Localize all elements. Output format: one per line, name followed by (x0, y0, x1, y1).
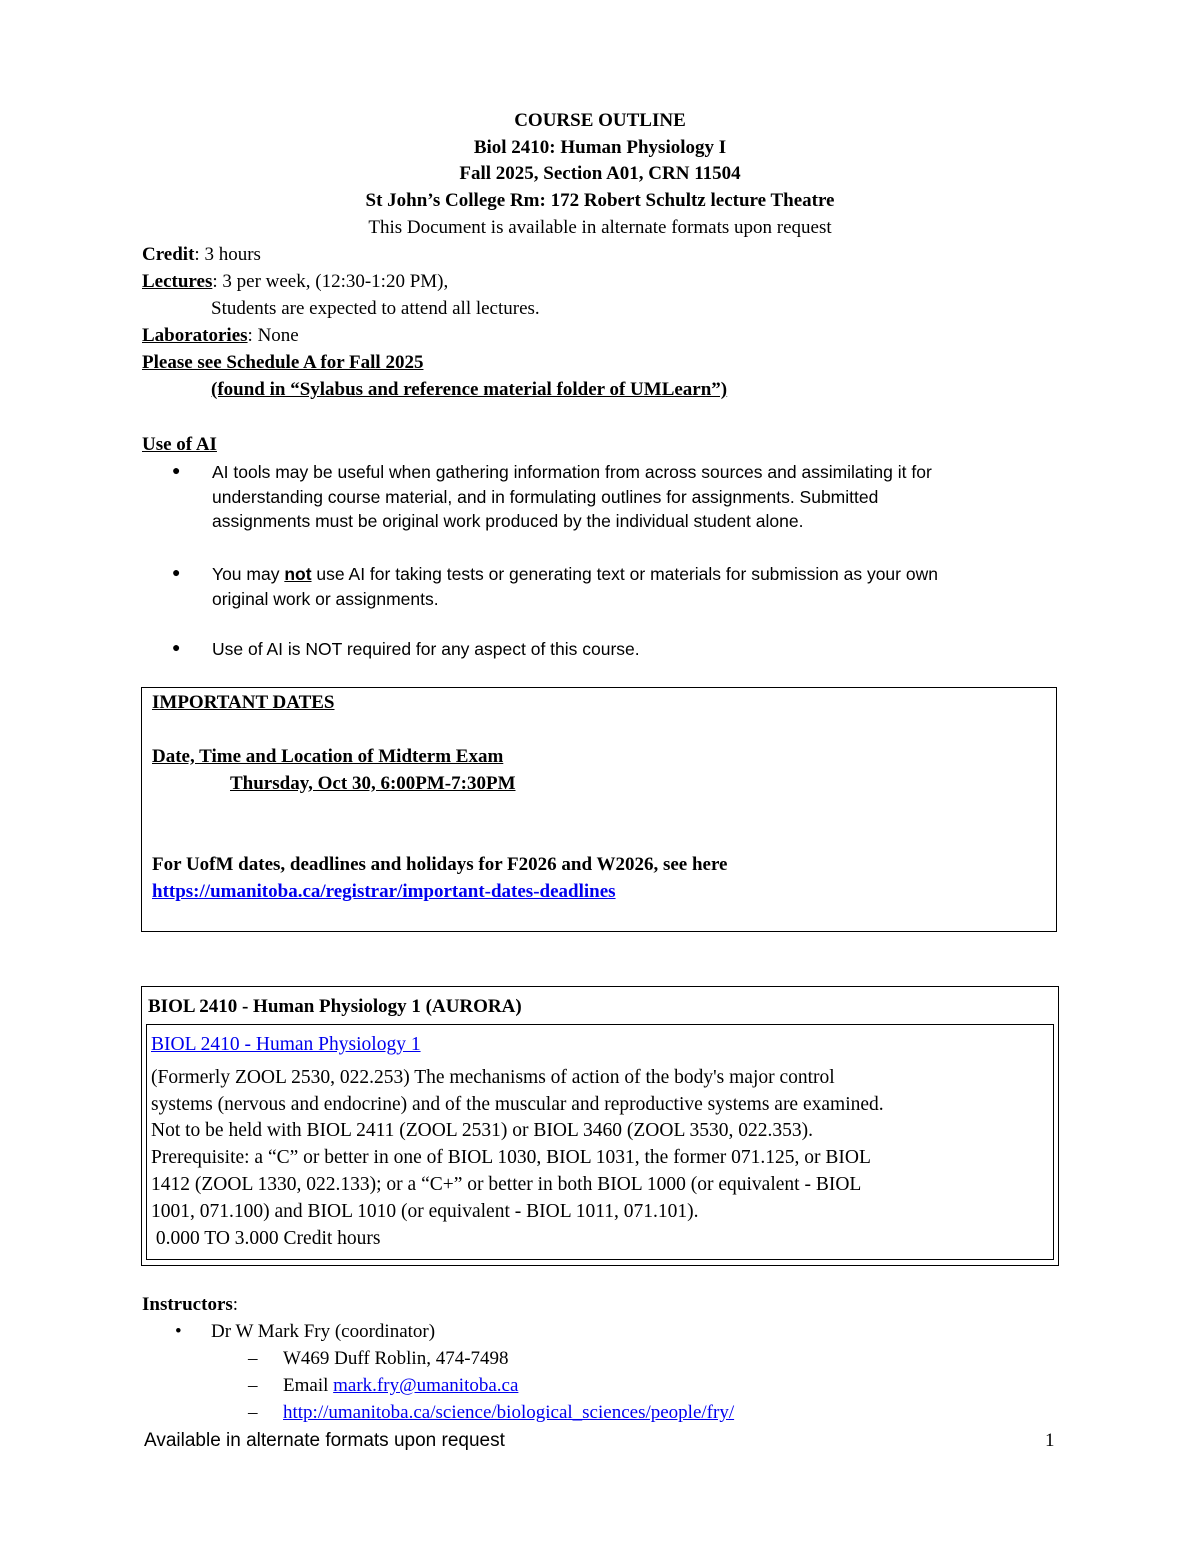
course-name: Biol 2410: Human Physiology I (473, 137, 727, 158)
labs-label: Laboratories (142, 325, 248, 346)
dash-icon: – (248, 1348, 258, 1369)
ai-bullet-1-line-1: AI tools may be useful when gathering information from across sources and assimilating it for (212, 462, 932, 482)
instructor-name: Dr W Mark Fry (coordinator) (211, 1321, 436, 1342)
ai-bullet-1-line-2: understanding course material, and in formulating outlines for assignments. Submitted (212, 487, 879, 507)
lectures-label: Lectures (142, 271, 213, 292)
credit-value: : 3 hours (194, 244, 261, 265)
email-label: Email (283, 1375, 334, 1396)
instructor-email-link[interactable]: mark.fry@umanitoba.ca (333, 1375, 519, 1396)
dash-icon: – (248, 1375, 258, 1396)
aurora-description-line: (Formerly ZOOL 2530, 022.253) The mechanisms of action of the body's major control (151, 1067, 835, 1088)
bullet-icon: ● (172, 464, 181, 479)
course-term: Fall 2025, Section A01, CRN 11504 (459, 163, 741, 184)
important-dates-link[interactable]: https://umanitoba.ca/registrar/important-dates-deadlines (152, 881, 616, 902)
instructor-email-line (283, 1375, 518, 1397)
credit-label: Credit (142, 244, 195, 265)
ai-bullet-1-line-3: assignments must be original work produced by the individual student alone. (212, 511, 804, 531)
ai-bullet-2-pre: You may (212, 564, 285, 584)
ai-bullet-2-line-1 (212, 564, 938, 585)
credit-line (142, 244, 261, 266)
midterm-when: Thursday, Oct 30, 6:00PM-7:30PM (230, 773, 516, 794)
aurora-description-line: 1412 (ZOOL 1330, 022.133); or a “C+” or better in both BIOL 1000 (or equivalent - BIOL (151, 1174, 862, 1195)
midterm-heading: Date, Time and Location of Midterm Exam (152, 746, 504, 767)
lectures-line (142, 271, 448, 293)
schedule-location-note: (found in “Sylabus and reference material folder of UMLearn”) (211, 379, 728, 400)
ai-bullet-2-emphasis: not (284, 564, 312, 584)
instructors-heading-line (142, 1294, 238, 1316)
lectures-note: Students are expected to attend all lectures. (211, 298, 540, 319)
uofm-dates-text: For UofM dates, deadlines and holidays for F2026 and W2026, see here (152, 854, 728, 875)
ai-bullet-2-line-2: original work or assignments. (212, 589, 439, 609)
dash-icon: – (248, 1402, 258, 1423)
labs-line (142, 325, 299, 347)
aurora-course-link[interactable]: BIOL 2410 - Human Physiology 1 (151, 1034, 421, 1055)
instructors-heading: Instructors (142, 1294, 233, 1315)
instructors-colon: : (232, 1294, 239, 1315)
labs-value: : None (247, 325, 299, 346)
instructor-website-link[interactable]: http://umanitoba.ca/science/biological_sciences/people/fry/ (283, 1402, 735, 1423)
aurora-description-line: systems (nervous and endocrine) and of the muscular and reproductive systems are examined. (151, 1094, 884, 1115)
bullet-icon: • (175, 1321, 182, 1342)
bullet-icon: ● (172, 641, 181, 656)
course-location: St John’s College Rm: 172 Robert Schultz lecture Theatre (365, 190, 835, 211)
footer-text: Available in alternate formats upon request (144, 1430, 505, 1451)
ai-bullet-3: Use of AI is NOT required for any aspect of this course. (212, 639, 640, 659)
aurora-description-line: 1001, 071.100) and BIOL 1010 (or equivalent - BIOL 1011, 071.101). (151, 1201, 699, 1222)
aurora-heading: BIOL 2410 - Human Physiology 1 (AURORA) (148, 996, 522, 1017)
ai-bullet-2-post: use AI for taking tests or generating text or materials for submission as your own (311, 564, 938, 584)
schedule-notice: Please see Schedule A for Fall 2025 (142, 352, 424, 373)
ai-heading: Use of AI (142, 434, 217, 455)
bullet-icon: ● (172, 566, 181, 581)
page-number: 1 (1045, 1430, 1055, 1451)
aurora-credit-hours: 0.000 TO 3.000 Credit hours (151, 1228, 381, 1249)
aurora-description-line: Prerequisite: a “C” or better in one of BIOL 1030, BIOL 1031, the former 071.125, or BIOL (151, 1147, 871, 1168)
document-title: COURSE OUTLINE (514, 110, 686, 131)
aurora-inner-box (146, 1024, 1054, 1260)
important-dates-heading: IMPORTANT DATES (152, 692, 335, 713)
aurora-description-line: Not to be held with BIOL 2411 (ZOOL 2531) or BIOL 3460 (ZOOL 3530, 022.353). (151, 1120, 814, 1141)
lectures-value: : 3 per week, (12:30-1:20 PM), (212, 271, 449, 292)
instructor-office: W469 Duff Roblin, 474-7498 (283, 1348, 509, 1369)
availability-note: This Document is available in alternate formats upon request (368, 217, 832, 238)
